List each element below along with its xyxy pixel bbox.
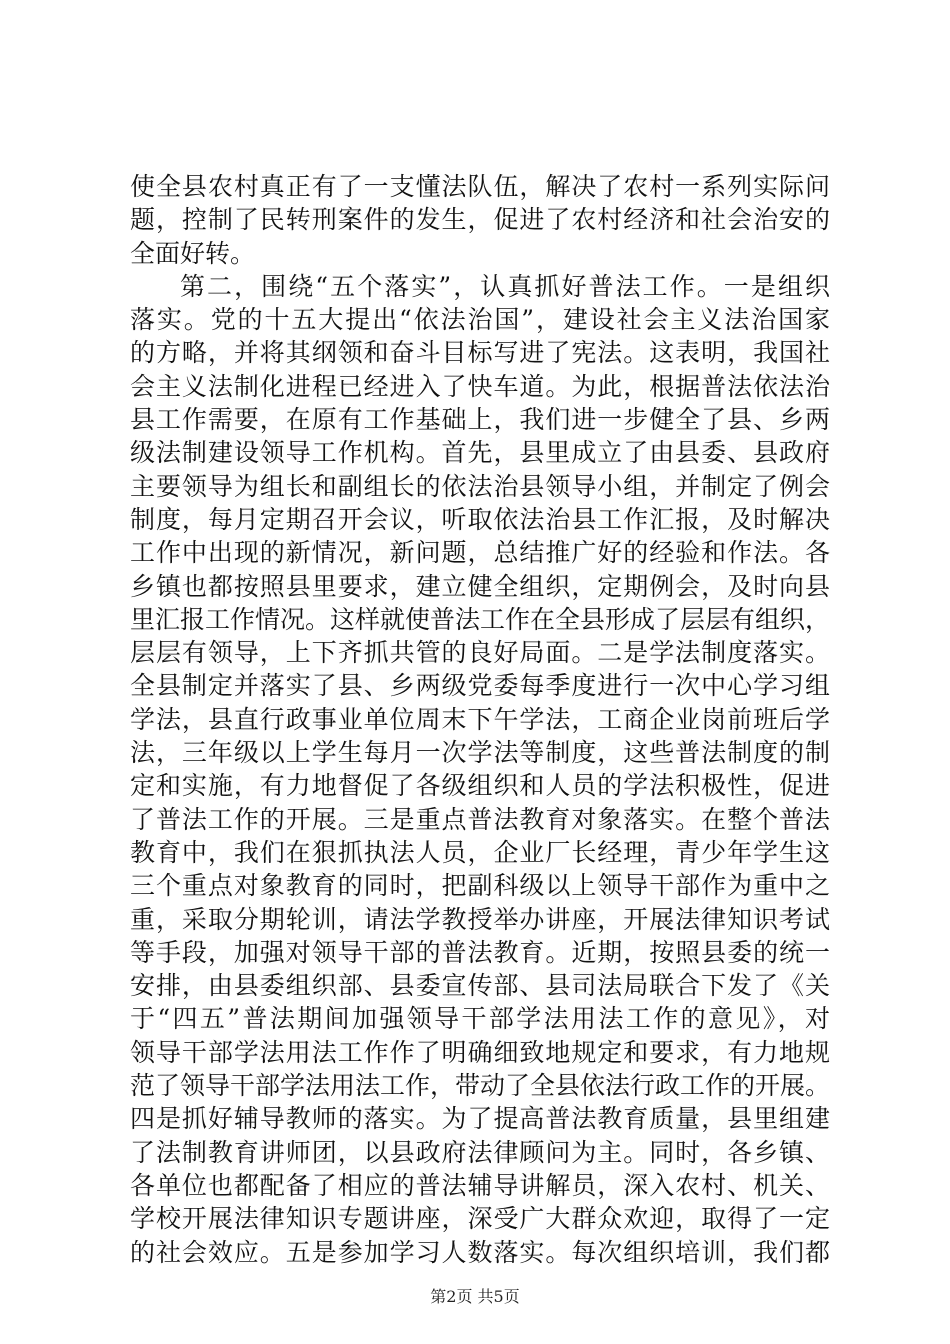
text-line: 县工作需要，在原有工作基础上，我们进一步健全了县、乡两 xyxy=(130,405,830,435)
text-line: 制度，每月定期召开会议，听取依法治县工作汇报，及时解决 xyxy=(130,504,830,534)
text-line: 教育中，我们在狠抓执法人员，企业厂长经理，青少年学生这 xyxy=(130,837,830,867)
text-line: 使全县农村真正有了一支懂法队伍，解决了农村一系列实际问 xyxy=(130,172,830,201)
text-line: 第二，围绕“五个落实”，认真抓好普法工作。一是组织 xyxy=(180,271,830,301)
page-number-footer: 第2页 共5页 xyxy=(430,1287,520,1306)
text-line: 安排，由县委组织部、县委宣传部、县司法局联合下发了《关 xyxy=(130,971,830,1001)
text-line: 的社会效应。五是参加学习人数落实。每次组织培训，我们都 xyxy=(130,1237,830,1267)
text-line: 重，采取分期轮训，请法学教授举办讲座，开展法律知识考试 xyxy=(130,904,830,934)
text-line: 主要领导为组长和副组长的依法治县领导小组，并制定了例会 xyxy=(130,471,830,501)
text-line: 学法，县直行政事业单位周末下午学法，工商企业岗前班后学 xyxy=(130,704,830,734)
text-line: 的方略，并将其纲领和奋斗目标写进了宪法。这表明，我国社 xyxy=(130,338,830,368)
text-line: 全面好转。 xyxy=(130,238,256,268)
text-line: 法，三年级以上学生每月一次学法等制度，这些普法制度的制 xyxy=(130,738,830,768)
text-line: 等手段，加强对领导干部的普法教育。近期，按照县委的统一 xyxy=(130,937,830,967)
text-line: 定和实施，有力地督促了各级组织和人员的学法积极性，促进 xyxy=(130,771,830,801)
text-line: 各单位也都配备了相应的普法辅导讲解员，深入农村、机关、 xyxy=(130,1170,830,1200)
text-line: 题，控制了民转刑案件的发生，促进了农村经济和社会治安的 xyxy=(130,205,830,235)
text-line: 了法制教育讲师团，以县政府法律顾问为主。同时，各乡镇、 xyxy=(130,1137,830,1167)
body-text xyxy=(130,170,830,1269)
text-line: 乡镇也都按照县里要求，建立健全组织，定期例会，及时向县 xyxy=(130,571,830,601)
text-line: 里汇报工作情况。这样就使普法工作在全县形成了层层有组织， xyxy=(130,604,831,634)
text-line: 落实。党的十五大提出“依法治国”，建设社会主义法治国家 xyxy=(130,305,830,335)
text-line: 工作中出现的新情况，新问题，总结推广好的经验和作法。各 xyxy=(130,538,830,568)
text-line: 会主义法制化进程已经进入了快车道。为此，根据普法依法治 xyxy=(130,371,830,401)
text-line: 四是抓好辅导教师的落实。为了提高普法教育质量，县里组建 xyxy=(130,1104,830,1134)
text-line: 学校开展法律知识专题讲座，深受广大群众欢迎，取得了一定 xyxy=(130,1204,830,1234)
text-line: 范了领导干部学法用法工作，带动了全县依法行政工作的开展。 xyxy=(130,1071,831,1101)
text-line: 层层有领导，上下齐抓共管的良好局面。二是学法制度落实。 xyxy=(130,638,830,668)
text-line: 了普法工作的开展。三是重点普法教育对象落实。在整个普法 xyxy=(130,804,830,834)
text-line: 领导干部学法用法工作作了明确细致地规定和要求，有力地规 xyxy=(130,1037,830,1067)
text-line: 全县制定并落实了县、乡两级党委每季度进行一次中心学习组 xyxy=(130,671,830,701)
text-line: 级法制建设领导工作机构。首先，县里成立了由县委、县政府 xyxy=(130,438,830,468)
text-line: 于“四五”普法期间加强领导干部学法用法工作的意见》，对 xyxy=(130,1004,830,1034)
text-line: 三个重点对象教育的同时，把副科级以上领导干部作为重中之 xyxy=(130,871,830,901)
